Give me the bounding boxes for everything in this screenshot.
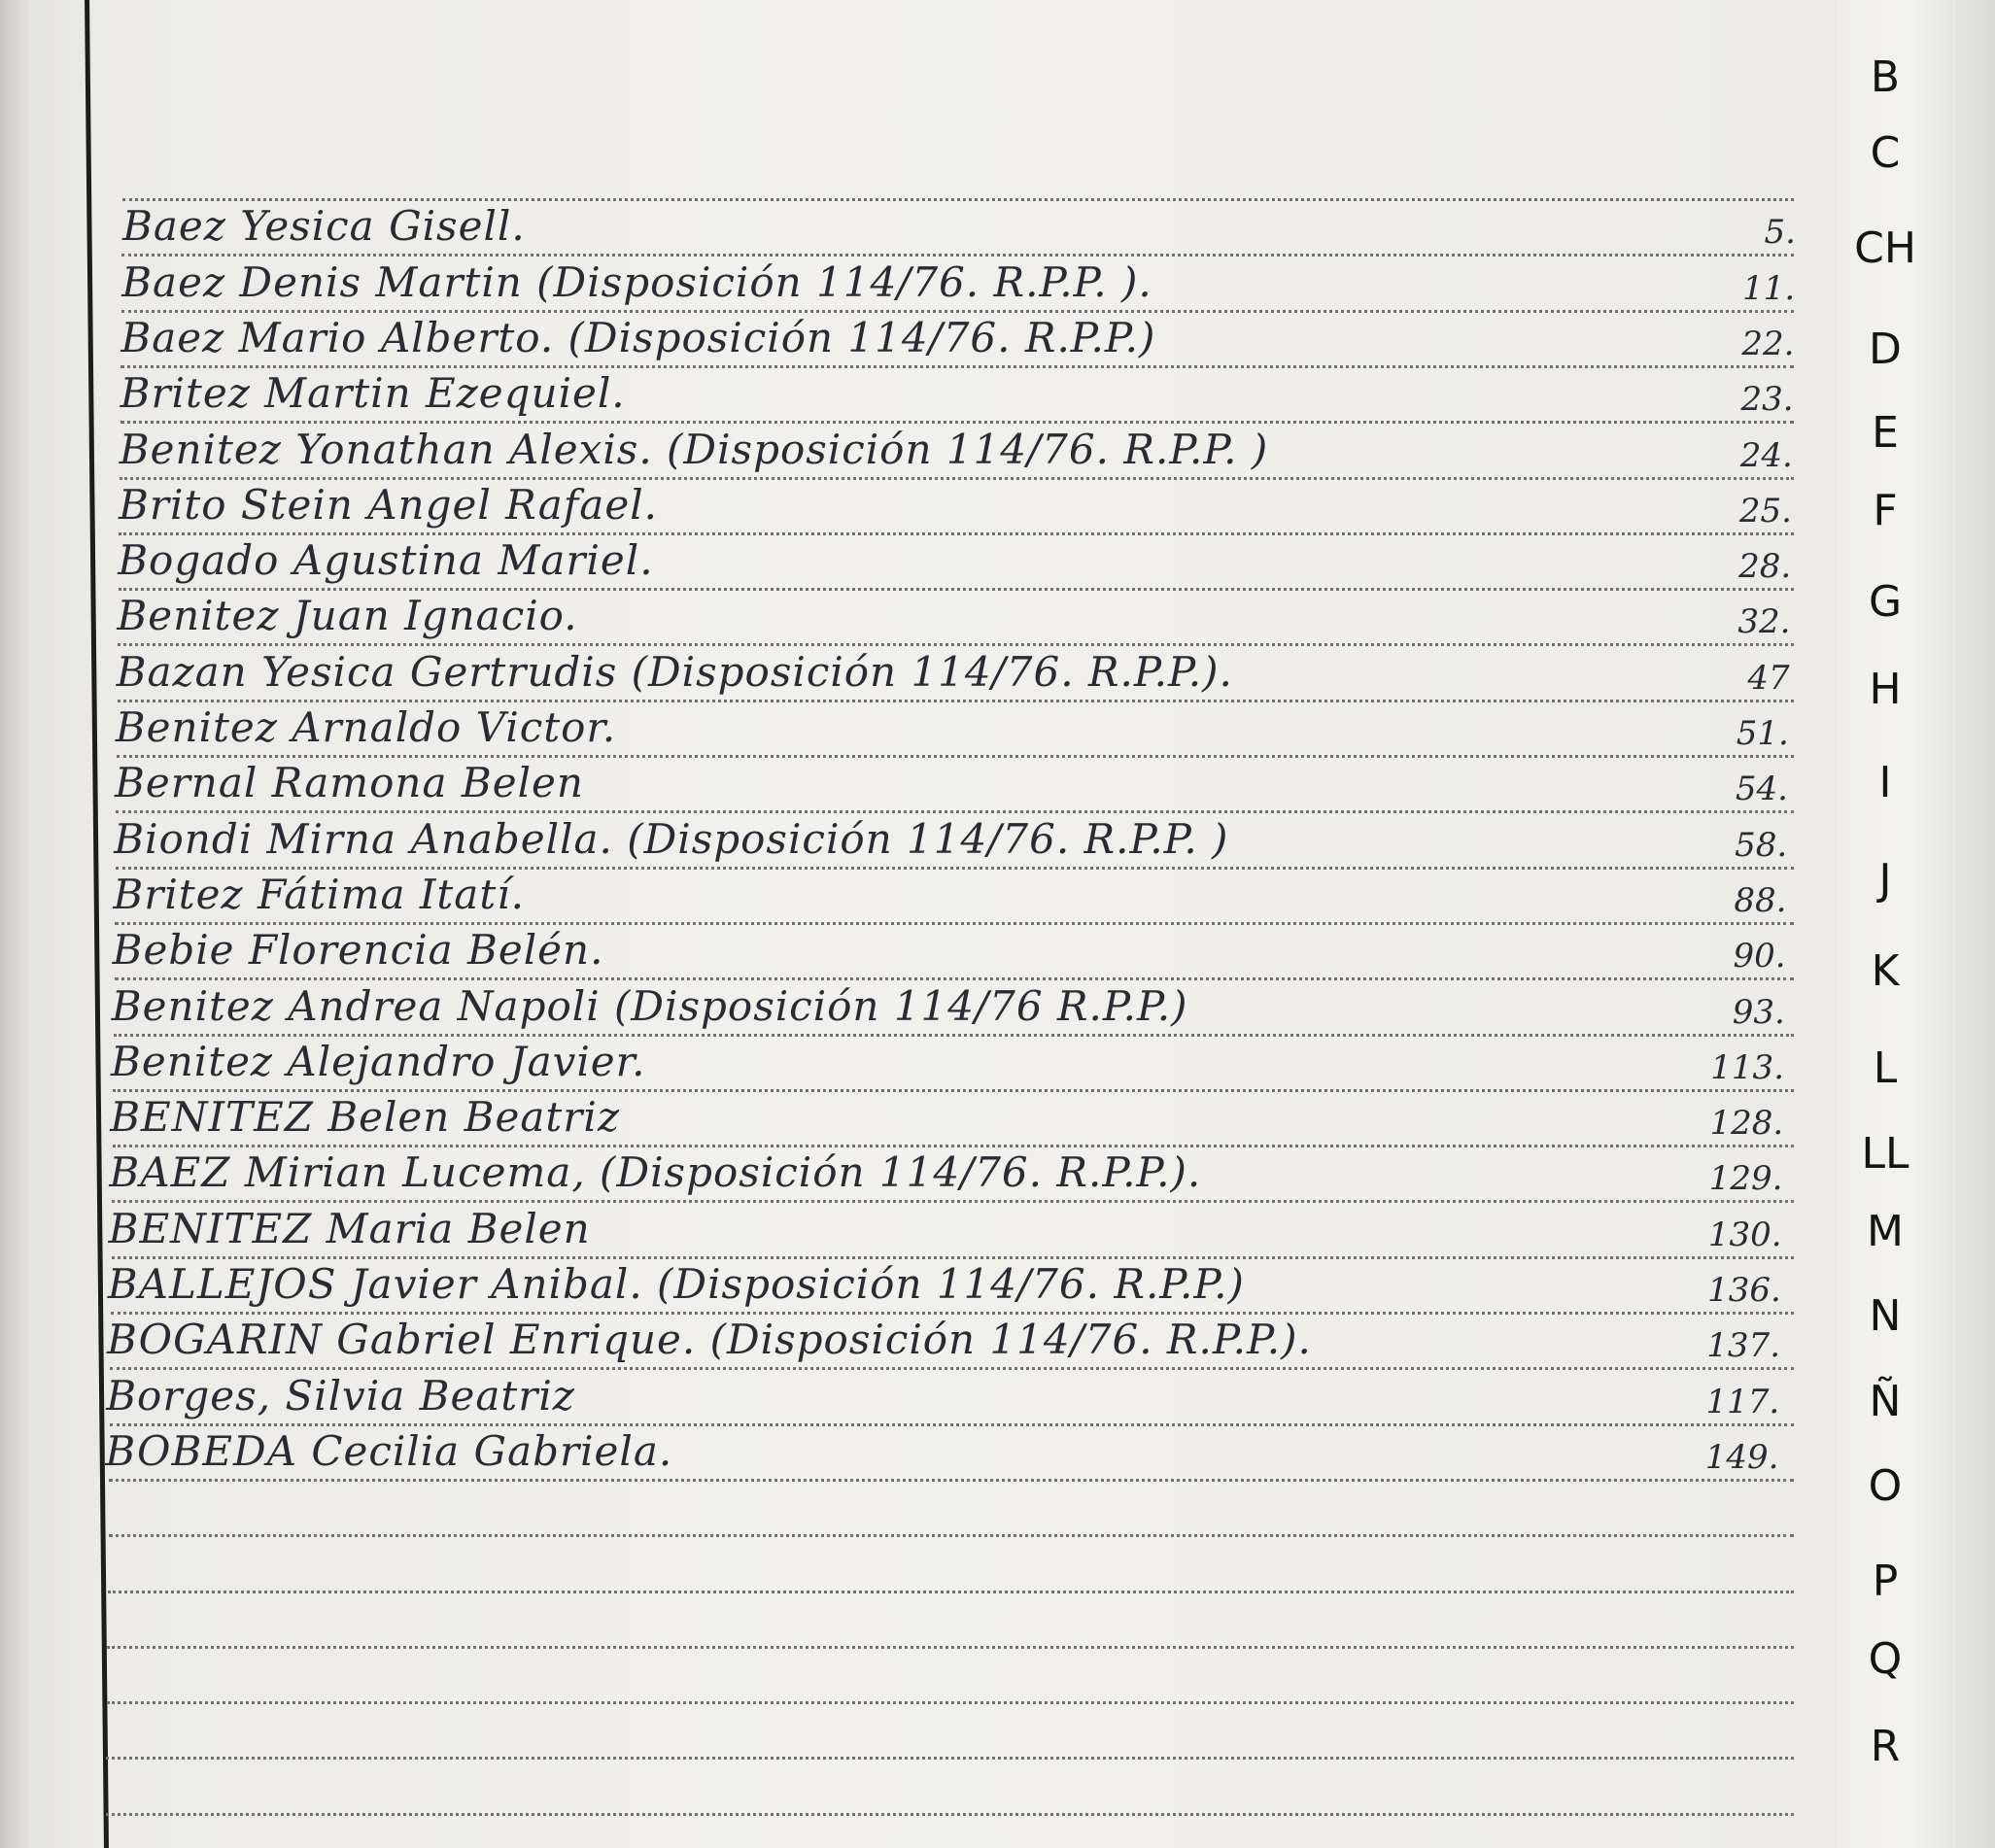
index-tab-i[interactable]: I xyxy=(1878,758,1892,807)
entry-name: BAEZ Mirian Lucema, (Disposición 114/76. R.P.P.). xyxy=(109,1148,1202,1197)
entry-page-number: 136. xyxy=(1707,1271,1781,1310)
index-tab-e[interactable]: E xyxy=(1872,408,1899,458)
entry-name: Benitez Yonathan Alexis. (Disposición 114/76. R.P.P. ) xyxy=(119,425,1269,473)
index-tab-ch[interactable]: CH xyxy=(1854,223,1916,273)
entry-page-number: 47 xyxy=(1747,658,1790,698)
entry-page-number: 90. xyxy=(1733,937,1786,976)
index-tab-j[interactable]: J xyxy=(1878,855,1892,905)
entry-name: BENITEZ Belen Beatriz xyxy=(110,1093,620,1142)
list-item xyxy=(114,256,1795,310)
entry-name: Bogado Agustina Mariel. xyxy=(118,536,654,585)
entry-page-number: 54. xyxy=(1735,770,1788,809)
entry-page-number: 117. xyxy=(1705,1382,1780,1421)
alphabet-index xyxy=(1827,0,1963,1848)
index-tab-o[interactable]: O xyxy=(1868,1461,1903,1511)
entry-name: Britez Fátima Itatí. xyxy=(113,870,526,918)
entry-page-number: 58. xyxy=(1735,825,1788,865)
list-item xyxy=(111,478,1792,532)
entry-page-number: 149. xyxy=(1704,1437,1779,1477)
entry-page-number: 129. xyxy=(1708,1159,1783,1199)
list-item xyxy=(115,199,1796,254)
entry-name: Benitez Andrea Napoli (Disposición 114/76 R.P.P.) xyxy=(111,981,1188,1030)
entry-page-number: 113. xyxy=(1710,1047,1784,1087)
entry-name: Baez Mario Alberto. (Disposición 114/76. R.P.P.) xyxy=(120,313,1156,361)
list-item xyxy=(108,701,1789,755)
entry-page-number: 28. xyxy=(1738,547,1792,587)
list-item xyxy=(99,1313,1780,1367)
list-item xyxy=(110,533,1791,588)
entry-name: Baez Denis Martin (Disposición 114/76. R.P.P. ). xyxy=(121,257,1152,306)
entry-page-number: 130. xyxy=(1707,1215,1782,1254)
entry-page-number: 25. xyxy=(1738,491,1792,530)
entry-name: BALLEJOS Javier Anibal. (Disposición 114/76. R.P.P.) xyxy=(107,1260,1245,1308)
entry-page-number: 32. xyxy=(1737,602,1791,642)
index-tab-c[interactable]: C xyxy=(1870,128,1901,178)
entry-name: Benitez Arnaldo Victor. xyxy=(115,703,617,751)
index-tab-ll[interactable]: LL xyxy=(1861,1129,1909,1179)
list-item xyxy=(101,1146,1782,1200)
list-item xyxy=(113,366,1794,421)
list-item xyxy=(107,756,1788,810)
entry-page-number: 51. xyxy=(1736,714,1789,753)
entry-name: BOGARIN Gabriel Enrique. (Disposición 114/76. R.P.P.). xyxy=(107,1316,1312,1364)
index-tab-q[interactable]: Q xyxy=(1868,1634,1903,1684)
entry-page-number: 11. xyxy=(1742,268,1796,308)
entry-name: Bebie Florencia Belén. xyxy=(112,926,604,975)
list-item xyxy=(97,1424,1778,1479)
index-tab-g[interactable]: G xyxy=(1868,577,1903,627)
index-tab-h[interactable]: H xyxy=(1869,665,1902,714)
list-item xyxy=(103,1035,1784,1089)
index-tab-d[interactable]: D xyxy=(1869,325,1902,374)
entry-name: Bazan Yesica Gertrudis (Disposición 114/76. R.P.P.). xyxy=(116,647,1233,696)
index-tab-p[interactable]: P xyxy=(1872,1557,1899,1606)
entry-name: Bernal Ramona Belen xyxy=(115,759,584,807)
entry-page-number: 24. xyxy=(1739,435,1793,475)
entry-page-number: 93. xyxy=(1732,992,1785,1032)
list-item xyxy=(105,868,1786,922)
list-item xyxy=(109,589,1790,643)
index-tab-m[interactable]: M xyxy=(1867,1207,1904,1256)
list-item xyxy=(112,423,1793,477)
entry-page-number: 128. xyxy=(1709,1104,1784,1144)
list-item xyxy=(106,812,1787,867)
entry-name: Benitez Alejandro Javier. xyxy=(111,1037,646,1085)
list-item xyxy=(101,1202,1782,1256)
index-tab-ñ[interactable]: Ñ xyxy=(1869,1377,1902,1426)
list-item xyxy=(102,1090,1783,1145)
index-tab-n[interactable]: N xyxy=(1869,1291,1902,1341)
index-tab-k[interactable]: K xyxy=(1871,946,1900,996)
entry-name: Baez Yesica Gisell. xyxy=(122,202,526,251)
entry-name: BENITEZ Maria Belen xyxy=(108,1204,591,1252)
entry-name: BOBEDA Cecilia Gabriela. xyxy=(105,1426,673,1475)
entry-page-number: 23. xyxy=(1740,380,1794,420)
list-item xyxy=(109,645,1790,700)
list-item xyxy=(105,923,1786,977)
list-item xyxy=(98,1369,1779,1423)
entry-page-number: 5. xyxy=(1764,213,1796,253)
index-tab-f[interactable]: F xyxy=(1873,486,1898,535)
index-tab-l[interactable]: L xyxy=(1873,1044,1898,1093)
entry-page-number: 22. xyxy=(1741,324,1795,363)
index-tab-r[interactable]: R xyxy=(1870,1722,1901,1771)
entry-name: Benitez Juan Ignacio. xyxy=(117,592,578,640)
entry-name: Biondi Mirna Anabella. (Disposición 114/76. R.P.P. ) xyxy=(114,814,1229,863)
entry-name: Britez Martin Ezequiel. xyxy=(120,369,626,418)
list-item xyxy=(100,1257,1781,1312)
entry-page-number: 137. xyxy=(1706,1326,1780,1366)
list-item xyxy=(113,311,1794,365)
entry-name: Borges, Silvia Beatriz xyxy=(106,1371,575,1420)
entry-name: Brito Stein Angel Rafael. xyxy=(119,480,658,529)
list-item xyxy=(104,979,1785,1034)
index-tab-b[interactable]: B xyxy=(1870,52,1901,102)
entry-page-number: 88. xyxy=(1734,880,1787,920)
